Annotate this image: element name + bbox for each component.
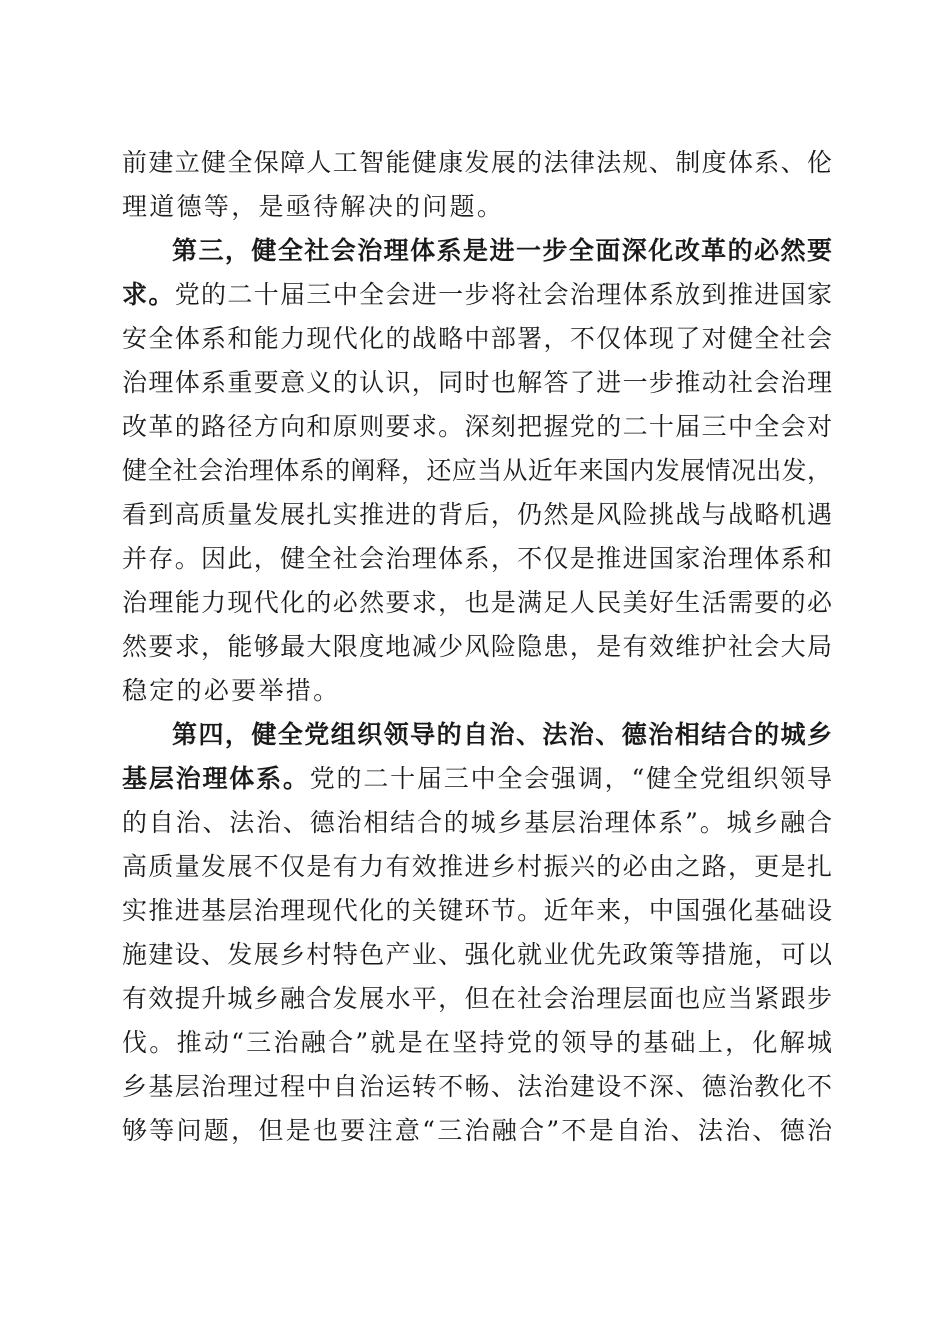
text-line — [172, 236, 832, 266]
text-line — [122, 1072, 832, 1102]
text-line — [122, 896, 832, 926]
text-segment: 改革的路径方向和原则要求。深刻把握党的二十届三中全会对 — [122, 412, 832, 441]
text-line — [122, 676, 832, 706]
text-segment: 健全社会治理体系的阐释，还应当从近年来国内发展情况出发， — [122, 456, 832, 485]
text-line — [122, 280, 832, 310]
text-segment: 党的二十届三中全会强调，“健全党组织领导 — [309, 764, 832, 793]
text-segment: 看到高质量发展扎实推进的背后，仍然是风险挑战与战略机遇 — [122, 500, 832, 529]
heading-segment: 求。 — [122, 280, 175, 309]
text-segment: 治理体系重要意义的认识，同时也解答了进一步推动社会治理 — [122, 368, 832, 397]
text-segment: 并存。因此，健全社会治理体系，不仅是推进国家治理体系和 — [122, 544, 832, 573]
text-segment: 高质量发展不仅是有力有效推进乡村振兴的必由之路，更是扎 — [122, 852, 832, 881]
heading-segment: 基层治理体系。 — [122, 764, 310, 793]
text-line — [122, 632, 832, 662]
text-segment: 的自治、法治、德治相结合的城乡基层治理体系”。城乡融合 — [122, 808, 832, 837]
text-line — [122, 984, 832, 1014]
text-segment: 然要求，能够最大限度地减少风险隐患，是有效维护社会大局 — [122, 632, 832, 661]
text-line — [122, 456, 832, 486]
text-segment: 够等问题，但是也要注意“三治融合”不是自治、法治、德治 — [122, 1116, 832, 1145]
text-line — [122, 1028, 832, 1058]
heading-segment: 第三，健全社会治理体系是进一步全面深化改革的必然要 — [172, 236, 832, 265]
text-line — [122, 368, 832, 398]
text-segment: 党的二十届三中全会进一步将社会治理体系放到推进国家 — [174, 280, 832, 309]
text-segment: 实推进基层治理现代化的关键环节。近年来，中国强化基础设 — [122, 896, 832, 925]
text-segment: 施建设、发展乡村特色产业、强化就业优先政策等措施，可以 — [122, 940, 832, 969]
text-segment: 前建立健全保障人工智能健康发展的法律法规、制度体系、伦 — [122, 148, 832, 177]
text-line — [122, 808, 832, 838]
text-line — [122, 588, 832, 618]
text-line — [122, 940, 832, 970]
text-line — [122, 412, 832, 442]
text-line — [122, 852, 832, 882]
text-segment: 有效提升城乡融合发展水平，但在社会治理层面也应当紧跟步 — [122, 984, 832, 1013]
text-segment: 理道德等，是亟待解决的问题。 — [122, 192, 505, 221]
text-line — [122, 544, 832, 574]
text-line — [122, 500, 832, 530]
text-line — [122, 764, 832, 794]
text-segment: 治理能力现代化的必然要求，也是满足人民美好生活需要的必 — [122, 588, 832, 617]
text-segment: 安全体系和能力现代化的战略中部署，不仅体现了对健全社会 — [122, 324, 832, 353]
text-segment: 乡基层治理过程中自治运转不畅、法治建设不深、德治教化不 — [122, 1072, 832, 1101]
text-line — [122, 192, 832, 222]
text-line — [172, 720, 832, 750]
text-segment: 稳定的必要举措。 — [122, 676, 341, 705]
text-line — [122, 1116, 832, 1146]
heading-segment: 第四，健全党组织领导的自治、法治、德治相结合的城乡 — [172, 720, 832, 749]
text-line — [122, 148, 832, 178]
text-segment: 伐。推动“三治融合”就是在坚持党的领导的基础上，化解城 — [122, 1028, 832, 1057]
text-line — [122, 324, 832, 354]
